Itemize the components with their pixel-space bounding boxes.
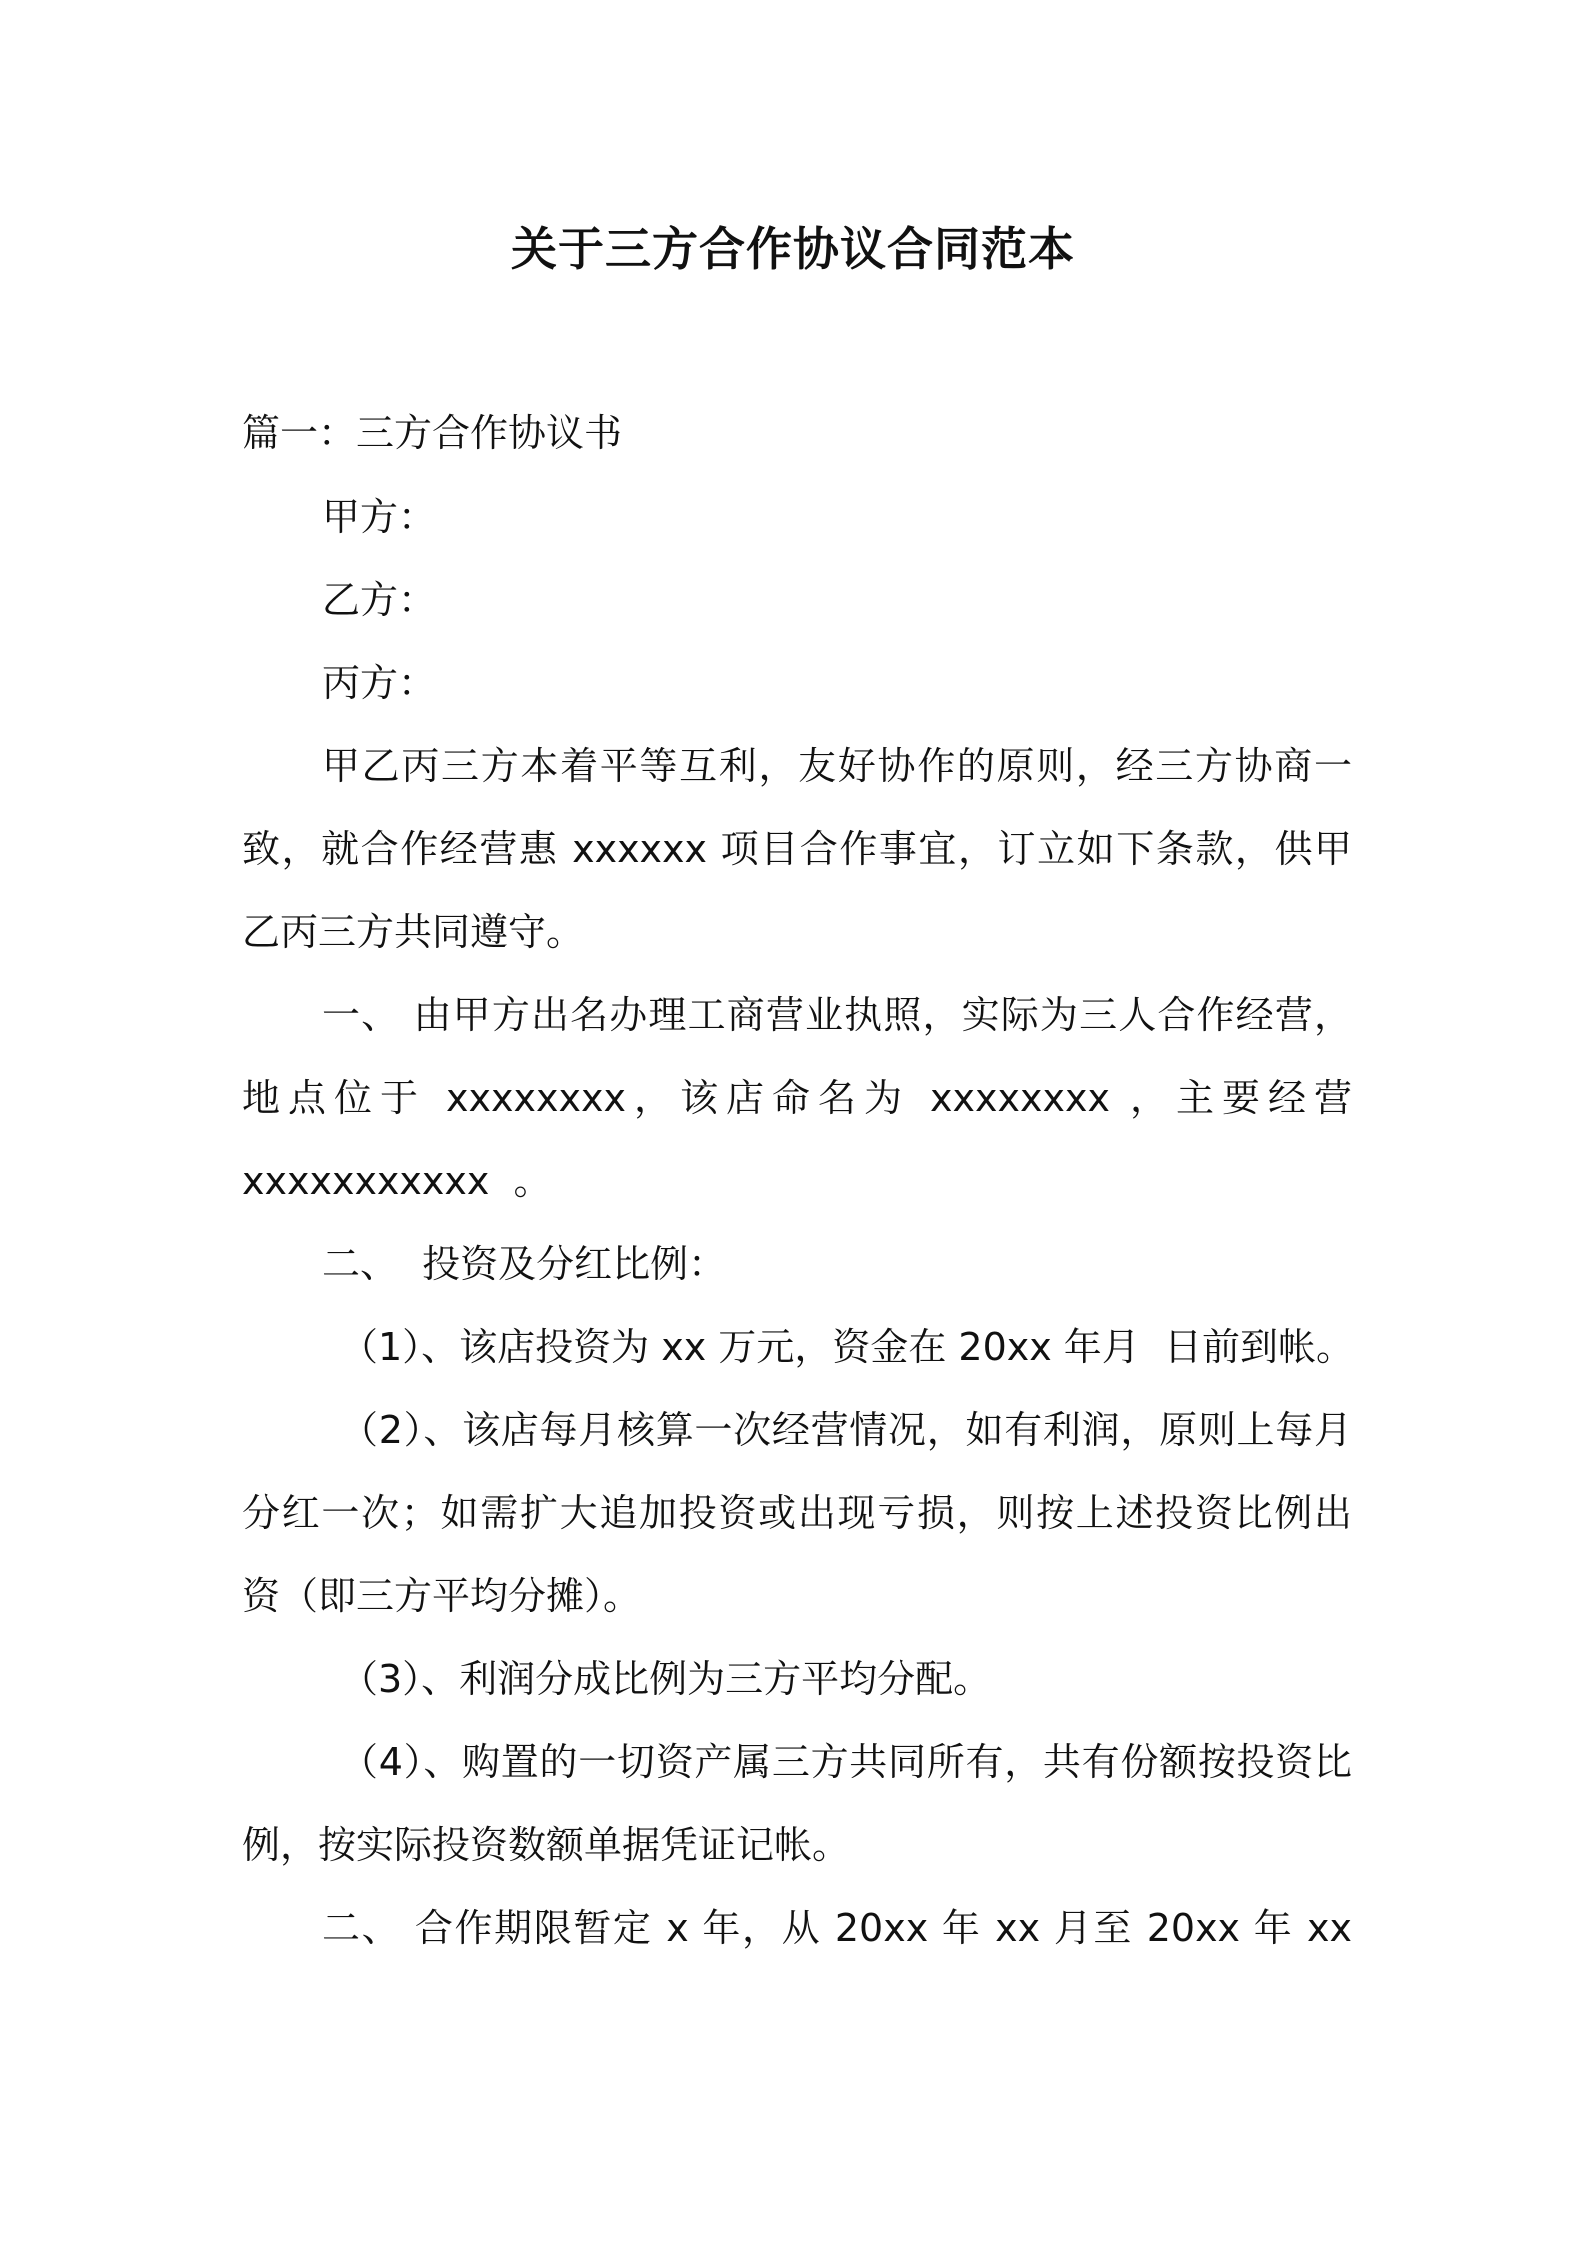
- party-c-label: 丙方：: [322, 661, 437, 705]
- clause-heading: 二、 投资及分红比例：: [322, 1242, 727, 1286]
- clause-item: （1）、该店投资为 xx 万元，资金在 20xx 年月 日前到帐。: [340, 1325, 1354, 1369]
- clause-item: （3）、利润分成比例为三方平均分配。: [340, 1657, 992, 1701]
- clause-item: 例，按实际投资数额单据凭证记帐。: [242, 1823, 851, 1867]
- section-heading: 篇一：三方合作协议书: [242, 411, 623, 455]
- clause-line: 一、 由甲方出名办理工商营业执照，实际为三人合作经营，: [322, 993, 1352, 1037]
- document-title: 关于三方合作协议合同范本: [511, 222, 1075, 276]
- clause-line: xxxxxxxxxxx 。: [242, 1159, 552, 1203]
- clause-line: 二、 合作期限暂定 x 年，从 20xx 年 xx 月至 20xx 年 xx: [322, 1906, 1352, 1950]
- clause-item: （2）、该店每月核算一次经营情况，如有利润，原则上每月: [340, 1408, 1352, 1452]
- clause-item: （4）、购置的一切资产属三方共同所有，共有份额按投资比: [340, 1740, 1352, 1784]
- party-b-label: 乙方：: [322, 578, 437, 622]
- clause-item: 资（即三方平均分摊）。: [242, 1574, 642, 1618]
- paragraph-line: 致，就合作经营惠 xxxxxx 项目合作事宜，订立如下条款，供甲: [242, 827, 1352, 871]
- paragraph-line: 乙丙三方共同遵守。: [242, 910, 585, 954]
- party-a-label: 甲方：: [322, 495, 437, 539]
- paragraph-line: 甲乙丙三方本着平等互利，友好协作的原则，经三方协商一: [322, 744, 1352, 788]
- clause-line: 地点位于 xxxxxxxx，该店命名为 xxxxxxxx ，主要经营: [242, 1076, 1352, 1120]
- clause-item: 分红一次；如需扩大追加投资或出现亏损，则按上述投资比例出: [242, 1491, 1352, 1535]
